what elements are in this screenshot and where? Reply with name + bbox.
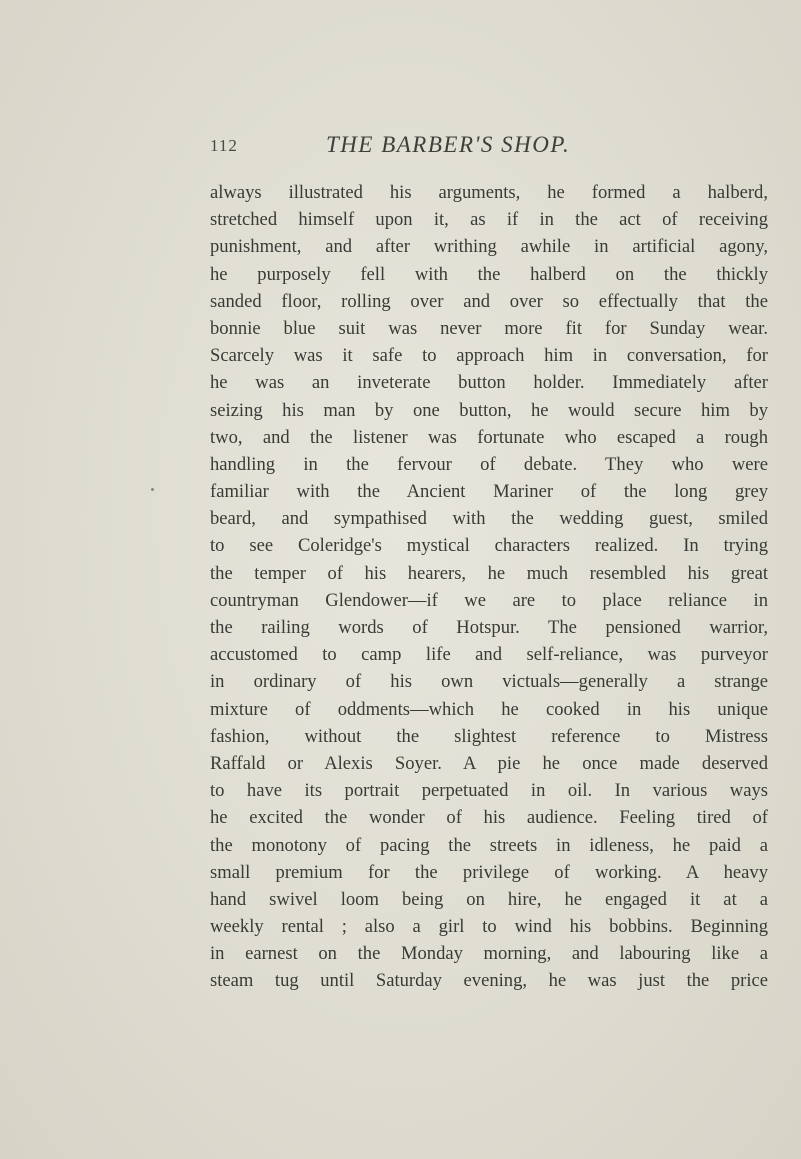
text-line: in earnest on the Monday morning, and labouring like a [210, 943, 768, 965]
text-line: mixture of oddments—which he cooked in his unique [210, 698, 768, 720]
text-line: hand swivel loom being on hire, he engaged it at a [210, 888, 768, 910]
text-line: small premium for the privilege of working. A heavy [210, 861, 768, 883]
text-line: he excited the wonder of his audience. Feeling tired of [210, 807, 768, 829]
running-title: THE BARBER'S SHOP. [326, 132, 571, 157]
text-line: Raffald or Alexis Soyer. A pie he once made deserved [210, 752, 768, 774]
body-text [210, 179, 768, 995]
text-line: punishment, and after writhing awhile in artificial agony, [210, 236, 768, 258]
text-line: weekly rental ; also a girl to wind his bobbins. Beginning [210, 916, 768, 938]
text-line: the monotony of pacing the streets in idleness, he paid a [210, 834, 768, 856]
text-line: two, and the listener was fortunate who escaped a rough [210, 426, 768, 448]
text-line: the railing words of Hotspur. The pensioned warrior, [210, 617, 768, 638]
text-line: he purposely fell with the halberd on the thickly [210, 263, 768, 285]
text-line: in ordinary of his own victuals—generally a strange [210, 671, 768, 693]
text-line: familiar with the Ancient Mariner of the long grey [210, 481, 768, 503]
running-head [210, 132, 770, 166]
text-line: fashion, without the slightest reference to Mistress [210, 725, 768, 747]
paper-speck [151, 488, 154, 491]
text-line: handling in the fervour of debate. They who were [210, 453, 768, 475]
text-line: to see Coleridge's mystical characters realized. In trying [210, 535, 768, 557]
text-line: steam tug until Saturday evening, he was just the price [210, 970, 768, 992]
text-line: seizing his man by one button, he would secure him by [210, 399, 768, 421]
text-line: always illustrated his arguments, he formed a halberd, [210, 182, 768, 203]
text-line: he was an inveterate button holder. Immediately after [210, 372, 768, 394]
text-line: Scarcely was it safe to approach him in conversation, for [210, 345, 768, 367]
text-line: sanded floor, rolling over and over so effectually that the [210, 290, 768, 312]
text-line: stretched himself upon it, as if in the act of receiving [210, 209, 768, 231]
text-line: accustomed to camp life and self-reliance, was purveyor [210, 644, 768, 666]
text-line: countryman Glendower—if we are to place reliance in [210, 589, 768, 611]
text-line: to have its portrait perpetuated in oil. In various ways [210, 780, 768, 802]
text-line: the temper of his hearers, he much resembled his great [210, 562, 768, 584]
text-line: bonnie blue suit was never more fit for Sunday wear. [210, 317, 768, 339]
page-number: 112 [210, 136, 238, 155]
text-line: beard, and sympathised with the wedding guest, smiled [210, 508, 768, 530]
